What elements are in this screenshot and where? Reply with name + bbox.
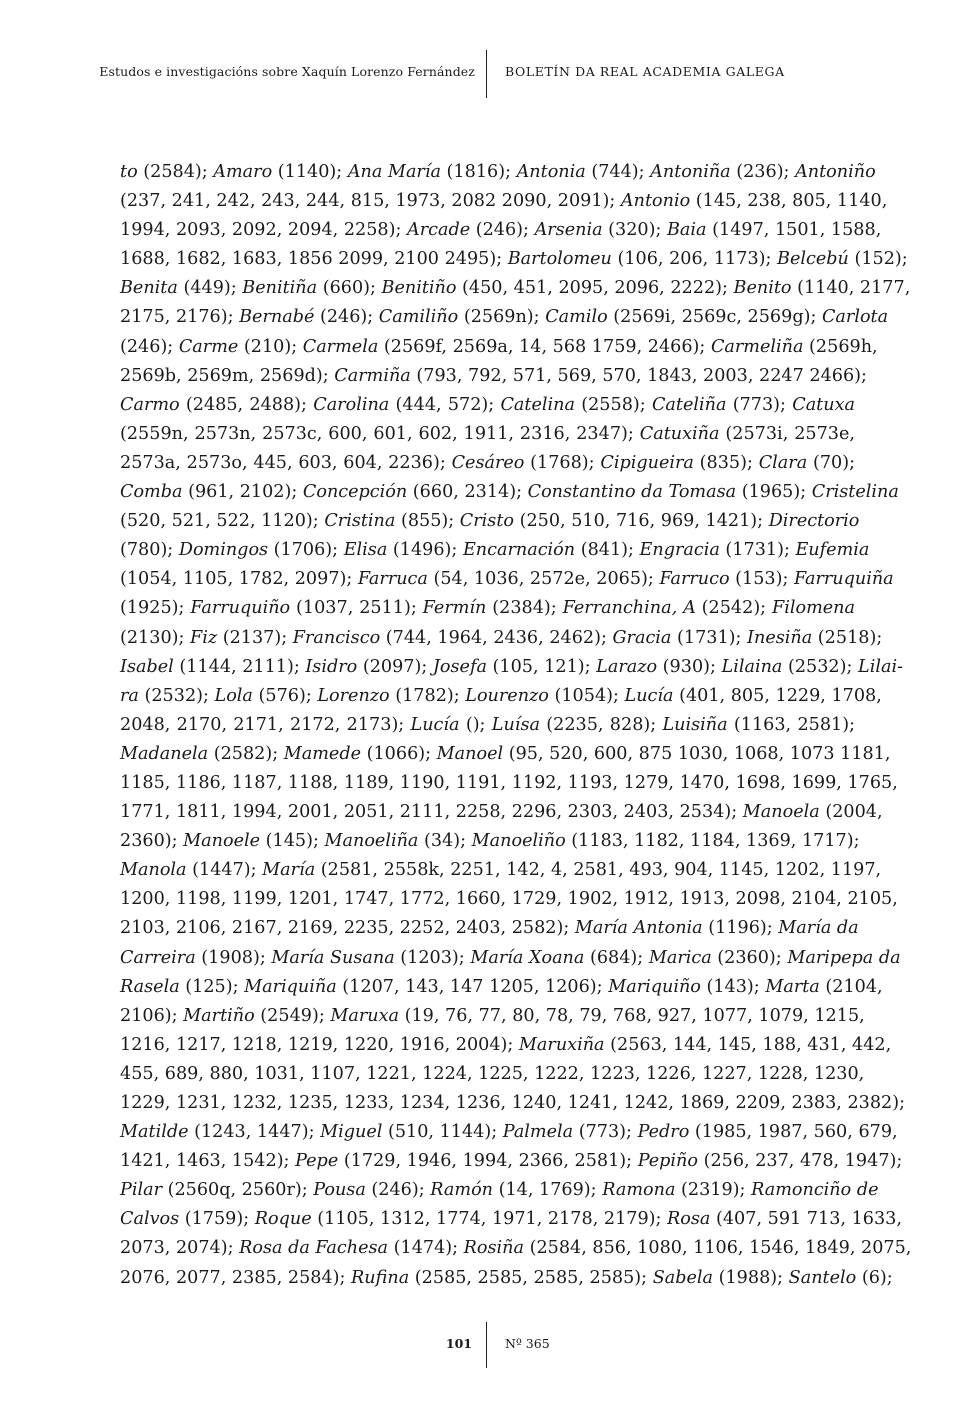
index-name: Mariquiño xyxy=(608,976,701,997)
index-references: (449); xyxy=(177,278,243,299)
index-name: Farruco xyxy=(659,569,730,590)
index-references: (2097); xyxy=(357,656,433,677)
index-references: (105, 121); xyxy=(486,656,597,677)
index-references: (1925); xyxy=(120,598,191,619)
text-line xyxy=(120,565,894,594)
index-name: María Susana xyxy=(271,947,395,968)
index-name: Roque xyxy=(254,1209,312,1230)
index-references: (1203); xyxy=(394,947,471,968)
index-references: (153); xyxy=(729,569,794,590)
index-name: Benitiña xyxy=(242,278,318,299)
issue-number: Nº 365 xyxy=(505,1336,550,1351)
index-name: Gracia xyxy=(612,627,672,648)
index-name: Eufemia xyxy=(795,540,870,561)
index-references: (1144, 2111); xyxy=(173,656,306,677)
text-line xyxy=(120,1002,865,1031)
index-references: (2532); xyxy=(138,685,215,706)
index-references: (684); xyxy=(584,947,649,968)
text-line xyxy=(120,624,883,653)
index-name: Clara xyxy=(758,452,808,473)
text-line xyxy=(120,1176,879,1205)
index-references: (1731); xyxy=(719,540,796,561)
index-references: (250, 510, 716, 969, 1421); xyxy=(514,511,769,532)
index-references: (1496); xyxy=(387,540,463,561)
index-name: Mamede xyxy=(283,743,362,764)
index-references: (320); xyxy=(602,220,667,241)
text-line xyxy=(120,1060,865,1089)
index-references: (1140); xyxy=(272,162,348,182)
index-name: Constantino da Tomasa xyxy=(527,482,737,503)
index-references: (2485, 2488); xyxy=(179,394,314,415)
text-line xyxy=(120,245,908,274)
footer-divider xyxy=(486,1322,487,1368)
text-line xyxy=(120,158,876,187)
index-references: (1054); xyxy=(548,685,625,706)
index-references: (793, 792, 571, 569, 570, 1843, 2003, 2247 2466); xyxy=(410,365,867,386)
index-references: (95, 520, 600, 875 1030, 1068, 1073 1181, xyxy=(503,743,891,764)
page-footer xyxy=(0,1322,975,1370)
index-references: 1421, 1463, 1542); xyxy=(120,1151,296,1172)
index-name: Arsenia xyxy=(534,220,603,241)
text-line xyxy=(120,449,855,478)
index-references: 2175, 2176); xyxy=(120,307,240,328)
index-name: Ramonciño de xyxy=(751,1180,879,1201)
index-name: Benita xyxy=(120,278,178,299)
index-name: Baia xyxy=(667,220,707,241)
index-name: Palmela xyxy=(502,1122,574,1143)
index-references: (1474); xyxy=(388,1238,464,1259)
index-references: (930); xyxy=(657,656,722,677)
index-references: (1497, 1501, 1588, xyxy=(706,220,882,241)
index-references: (2360); xyxy=(711,947,788,968)
index-name: Martiño xyxy=(183,1005,255,1026)
index-name: Ana María xyxy=(347,162,441,182)
index-name: Mariquiña xyxy=(244,976,337,997)
index-references: (1447); xyxy=(186,860,263,881)
index-name: Pousa xyxy=(313,1180,366,1201)
index-references: 2076, 2077, 2385, 2584); xyxy=(120,1267,352,1288)
index-references: (1196); xyxy=(702,918,779,939)
index-name: Pedro xyxy=(637,1122,690,1143)
index-name: Carreira xyxy=(120,947,196,968)
index-name: Antonia xyxy=(516,162,586,182)
index-name: María Xoana xyxy=(470,947,585,968)
index-references: (855); xyxy=(395,511,460,532)
index-references: (660, 2314); xyxy=(407,482,528,503)
text-line xyxy=(120,274,911,303)
index-references: (2532); xyxy=(782,656,859,677)
index-references: (2581, 2558k, 2251, 142, 4, 2581, 493, 904, 1145, 1202, 1197, xyxy=(315,860,882,881)
index-references: (1037, 2511); xyxy=(290,598,423,619)
index-name: Luísa xyxy=(491,714,540,735)
index-name: Lola xyxy=(214,685,253,706)
index-references: (2559n, 2573n, 2573c, 600, 601, 602, 1911, 2316, 2347); xyxy=(120,423,640,444)
text-line xyxy=(120,1234,912,1263)
index-name: Isidro xyxy=(305,656,358,677)
text-line xyxy=(120,536,870,565)
index-name: Amaro xyxy=(213,162,273,182)
index-name: Bartolomeu xyxy=(507,249,612,270)
index-references: (450, 451, 2095, 2096, 2222); xyxy=(456,278,734,299)
index-references: (145); xyxy=(260,831,325,852)
index-references: (); xyxy=(459,714,492,735)
index-references: (2584, 856, 1080, 1106, 1546, 1849, 2075, xyxy=(524,1238,912,1259)
index-name: Pilar xyxy=(120,1180,162,1201)
text-line xyxy=(120,391,855,420)
index-references: (1988); xyxy=(713,1267,789,1288)
index-references: 2103, 2106, 2167, 2169, 2235, 2252, 2403, 2582); xyxy=(120,918,575,939)
index-name: Farruquiña xyxy=(793,569,894,590)
text-line xyxy=(120,1089,906,1118)
index-references: (106, 206, 1173); xyxy=(611,249,778,270)
index-references: (1908); xyxy=(195,947,272,968)
index-name: Cristelina xyxy=(811,482,899,503)
index-name: Antoniño xyxy=(795,162,876,182)
text-line xyxy=(120,798,883,827)
index-name: Carmiña xyxy=(334,365,411,386)
index-references: (1782); xyxy=(389,685,466,706)
text-line xyxy=(120,420,855,449)
index-name: Maruxiña xyxy=(518,1034,605,1055)
index-references: (2549); xyxy=(254,1005,331,1026)
text-line xyxy=(120,507,860,536)
index-name: Arcade xyxy=(407,220,471,241)
index-name: Josefa xyxy=(432,656,487,677)
index-references: (1706); xyxy=(268,540,344,561)
text-line xyxy=(120,856,882,885)
index-references: (1207, 143, 147 1205, 1206); xyxy=(336,976,609,997)
index-name: to xyxy=(120,162,138,182)
index-references: (54, 1036, 2572e, 2065); xyxy=(427,569,660,590)
index-name: Pepe xyxy=(295,1151,339,1172)
index-references: (2518); xyxy=(812,627,883,648)
index-references: (246); xyxy=(314,307,379,328)
index-references: (2569i, 2569c, 2569g); xyxy=(607,307,822,328)
text-line xyxy=(120,682,882,711)
index-references: (510, 1144); xyxy=(382,1122,503,1143)
index-name: Elisa xyxy=(343,540,388,561)
index-references: 2573a, 2573o, 445, 603, 604, 2236); xyxy=(120,452,452,473)
index-name: Luisiña xyxy=(662,714,728,735)
index-references: (70); xyxy=(807,452,856,473)
index-references: (744); xyxy=(585,162,651,182)
index-name: Directorio xyxy=(768,511,860,532)
index-name: Lilai- xyxy=(858,656,904,677)
index-name: Santelo xyxy=(788,1267,857,1288)
index-name: Catuxa xyxy=(792,394,855,415)
index-name: Farruquiño xyxy=(190,598,291,619)
index-references: (2569h, xyxy=(803,336,878,357)
index-references: (1768); xyxy=(524,452,601,473)
index-name: Encarnación xyxy=(462,540,576,561)
index-name: María Antonia xyxy=(574,918,703,939)
index-references: (1985, 1987, 560, 679, xyxy=(689,1122,898,1143)
index-name: María da xyxy=(778,918,859,939)
index-name: Benitiño xyxy=(381,278,457,299)
header-divider xyxy=(486,50,487,98)
index-name: Maruxa xyxy=(330,1005,400,1026)
index-references: 2073, 2074); xyxy=(120,1238,240,1259)
index-name: Rufina xyxy=(351,1267,410,1288)
index-references: (1066); xyxy=(361,743,437,764)
index-references: (2582); xyxy=(208,743,284,764)
text-line xyxy=(120,303,889,332)
index-name: Larazo xyxy=(596,656,658,677)
index-name: Rosa da Fachesa xyxy=(239,1238,389,1259)
index-name: Carolina xyxy=(313,394,390,415)
index-references: (407, 591 713, 1633, xyxy=(710,1209,902,1230)
index-references: (2569f, 2569a, 14, 568 1759, 2466); xyxy=(378,336,711,357)
index-name: Manoel xyxy=(436,743,504,764)
index-references: 2106); xyxy=(120,1005,184,1026)
index-references: 1185, 1186, 1187, 1188, 1189, 1190, 1191, 1192, 1193, 1279, 1470, 1698, 1699, 1765, xyxy=(120,772,898,793)
index-references: (1816); xyxy=(440,162,517,182)
text-line xyxy=(120,827,860,856)
index-references: 2569b, 2569m, 2569d); xyxy=(120,365,335,386)
index-references: (2319); xyxy=(675,1180,752,1201)
index-name: Cateliña xyxy=(651,394,727,415)
index-name: ra xyxy=(120,685,139,706)
index-name: Manoele xyxy=(183,831,261,852)
index-references: 2048, 2170, 2171, 2172, 2173); xyxy=(120,714,411,735)
index-name: Catelina xyxy=(500,394,575,415)
index-name: Comba xyxy=(120,482,183,503)
index-references: (773); xyxy=(726,394,793,415)
index-references: (2560q, 2560r); xyxy=(162,1180,314,1201)
index-name: Pepiño xyxy=(637,1151,698,1172)
text-line xyxy=(120,1031,892,1060)
index-name: Benito xyxy=(733,278,792,299)
index-name: Ramón xyxy=(430,1180,493,1201)
index-name: Rosiña xyxy=(463,1238,524,1259)
index-name: Calvos xyxy=(120,1209,180,1230)
text-line xyxy=(120,594,855,623)
index-references: (125); xyxy=(179,976,245,997)
index-references: (835); xyxy=(693,452,759,473)
index-references: (401, 805, 1229, 1708, xyxy=(673,685,882,706)
index-name: Francisco xyxy=(292,627,381,648)
index-references: 2360); xyxy=(120,831,184,852)
text-line xyxy=(120,478,899,507)
index-name: Concepción xyxy=(302,482,408,503)
index-references: (256, 237, 478, 1947); xyxy=(697,1151,903,1172)
index-name: Lorenzo xyxy=(317,685,390,706)
text-line xyxy=(120,333,878,362)
text-line xyxy=(120,769,898,798)
index-name: Manola xyxy=(120,860,187,881)
index-references: (773); xyxy=(573,1122,638,1143)
index-references: (246); xyxy=(365,1180,431,1201)
text-line xyxy=(120,216,882,245)
text-line xyxy=(120,1147,903,1176)
index-name: Cristina xyxy=(324,511,396,532)
index-name: Cesáreo xyxy=(451,452,525,473)
index-name: Manoeliño xyxy=(471,831,566,852)
index-references: (2558); xyxy=(574,394,652,415)
index-references: 1688, 1682, 1683, 1856 2099, 2100 2495); xyxy=(120,249,508,270)
text-line xyxy=(120,362,867,391)
text-line xyxy=(120,653,904,682)
text-line xyxy=(120,885,898,914)
index-name: Sabela xyxy=(652,1267,714,1288)
index-name: Cristo xyxy=(459,511,514,532)
index-body-text xyxy=(120,158,912,1293)
index-name: Ferranchina, A xyxy=(562,598,696,619)
index-name: Marica xyxy=(648,947,712,968)
index-references: (1054, 1105, 1782, 2097); xyxy=(120,569,358,590)
index-name: Filomena xyxy=(772,598,856,619)
index-name: Manoeliña xyxy=(324,831,419,852)
index-references: 1994, 2093, 2092, 2094, 2258); xyxy=(120,220,407,241)
index-name: Carmeliña xyxy=(710,336,804,357)
index-name: Manoela xyxy=(742,802,820,823)
index-name: Farruca xyxy=(357,569,428,590)
index-references: (2569n); xyxy=(458,307,546,328)
index-name: Matilde xyxy=(120,1122,189,1143)
index-references: (2235, 828); xyxy=(539,714,663,735)
index-name: Rosa xyxy=(667,1209,711,1230)
index-references: (237, 241, 242, 243, 244, 815, 1973, 2082 2090, 2091); xyxy=(120,191,621,212)
index-references: (444, 572); xyxy=(389,394,501,415)
index-references: (520, 521, 522, 1120); xyxy=(120,511,325,532)
text-line xyxy=(120,944,901,973)
text-line xyxy=(120,711,855,740)
index-references: (744, 1964, 2436, 2462); xyxy=(380,627,613,648)
text-line xyxy=(120,1118,898,1147)
index-references: (2542); xyxy=(695,598,773,619)
index-references: (1759); xyxy=(179,1209,255,1230)
text-line xyxy=(120,973,883,1002)
text-line xyxy=(120,1205,902,1234)
index-references: (1731); xyxy=(671,627,748,648)
index-name: Miguel xyxy=(320,1122,383,1143)
index-name: Catuxiña xyxy=(639,423,720,444)
index-name: Camiliño xyxy=(378,307,459,328)
index-name: Engracia xyxy=(639,540,720,561)
index-name: Fiz xyxy=(190,627,218,648)
index-references: (210); xyxy=(238,336,303,357)
index-name: Belcebú xyxy=(777,249,849,270)
text-line xyxy=(120,740,891,769)
index-name: Isabel xyxy=(120,656,174,677)
index-name: Camilo xyxy=(545,307,608,328)
index-references: (1243, 1447); xyxy=(188,1122,321,1143)
index-references: (19, 76, 77, 80, 78, 79, 768, 927, 1077, 1079, 1215, xyxy=(399,1005,865,1026)
index-name: Carme xyxy=(178,336,239,357)
index-name: Lucía xyxy=(410,714,460,735)
index-references: (34); xyxy=(418,831,472,852)
index-references: (1183, 1182, 1184, 1369, 1717); xyxy=(565,831,860,852)
index-references: (1140, 2177, xyxy=(791,278,911,299)
page-number: 101 xyxy=(445,1336,472,1351)
index-name: Antonio xyxy=(620,191,691,212)
index-references: (14, 1769); xyxy=(493,1180,603,1201)
index-name: Lourenzo xyxy=(465,685,549,706)
index-name: Carmo xyxy=(120,394,180,415)
index-references: (1729, 1946, 1994, 2366, 2581); xyxy=(338,1151,638,1172)
index-name: Cipigueira xyxy=(600,452,694,473)
text-line xyxy=(120,187,888,216)
index-references: (2573i, 2573e, xyxy=(719,423,855,444)
header-series-title: Estudos e investigacións sobre Xaquín Lorenzo Fernández xyxy=(99,64,475,79)
index-references: (660); xyxy=(317,278,382,299)
index-references: (246); xyxy=(470,220,535,241)
index-references: (143); xyxy=(700,976,766,997)
index-name: Inesiña xyxy=(747,627,813,648)
index-references: (780); xyxy=(120,540,179,561)
index-name: Carlota xyxy=(821,307,889,328)
index-references: (2004, xyxy=(819,802,883,823)
index-references: (2563, 144, 145, 188, 431, 442, xyxy=(604,1034,892,1055)
index-name: Bernabé xyxy=(239,307,315,328)
index-references: (6); xyxy=(856,1267,893,1288)
header-journal-title: BOLETÍN DA REAL ACADEMIA GALEGA xyxy=(505,64,785,79)
index-references: (961, 2102); xyxy=(182,482,303,503)
index-references: 1216, 1217, 1218, 1219, 1220, 1916, 2004); xyxy=(120,1034,519,1055)
index-references: 1200, 1198, 1199, 1201, 1747, 1772, 1660, 1729, 1902, 1912, 1913, 2098, 2104, 2105, xyxy=(120,889,898,910)
index-references: (2137); xyxy=(217,627,293,648)
index-name: Fermín xyxy=(422,598,487,619)
index-name: Carmela xyxy=(302,336,379,357)
index-references: (2130); xyxy=(120,627,191,648)
index-references: (2584); xyxy=(137,162,214,182)
index-references: (152); xyxy=(848,249,908,270)
index-name: Rasela xyxy=(120,976,180,997)
index-name: Domingos xyxy=(178,540,269,561)
index-name: Lucía xyxy=(624,685,674,706)
index-references: (246); xyxy=(120,336,179,357)
index-references: (1105, 1312, 1774, 1971, 2178, 2179); xyxy=(311,1209,668,1230)
index-name: Lilaina xyxy=(721,656,783,677)
index-name: Maripepa da xyxy=(787,947,901,968)
index-references: (1965); xyxy=(736,482,812,503)
index-references: (841); xyxy=(575,540,640,561)
index-references: (2104, xyxy=(819,976,883,997)
index-references: (236); xyxy=(730,162,796,182)
index-name: Ramona xyxy=(602,1180,676,1201)
index-name: María xyxy=(262,860,316,881)
index-references: (2384); xyxy=(486,598,563,619)
text-line xyxy=(120,1264,893,1293)
index-references: (1163, 2581); xyxy=(727,714,856,735)
index-name: Marta xyxy=(765,976,820,997)
running-header xyxy=(0,50,975,102)
index-references: 1229, 1231, 1232, 1235, 1233, 1234, 1236, 1240, 1241, 1242, 1869, 2209, 2383, 2382); xyxy=(120,1093,906,1113)
index-references: (145, 238, 805, 1140, xyxy=(690,191,888,212)
index-references: (2585, 2585, 2585, 2585); xyxy=(409,1267,653,1288)
text-line xyxy=(120,914,859,943)
index-name: Antoniña xyxy=(650,162,731,182)
index-references: 1771, 1811, 1994, 2001, 2051, 2111, 2258, 2296, 2303, 2403, 2534); xyxy=(120,802,743,823)
index-references: (576); xyxy=(252,685,318,706)
index-references: 455, 689, 880, 1031, 1107, 1221, 1224, 1225, 1222, 1223, 1226, 1227, 1228, 1230, xyxy=(120,1063,865,1084)
index-name: Madanela xyxy=(120,743,209,764)
